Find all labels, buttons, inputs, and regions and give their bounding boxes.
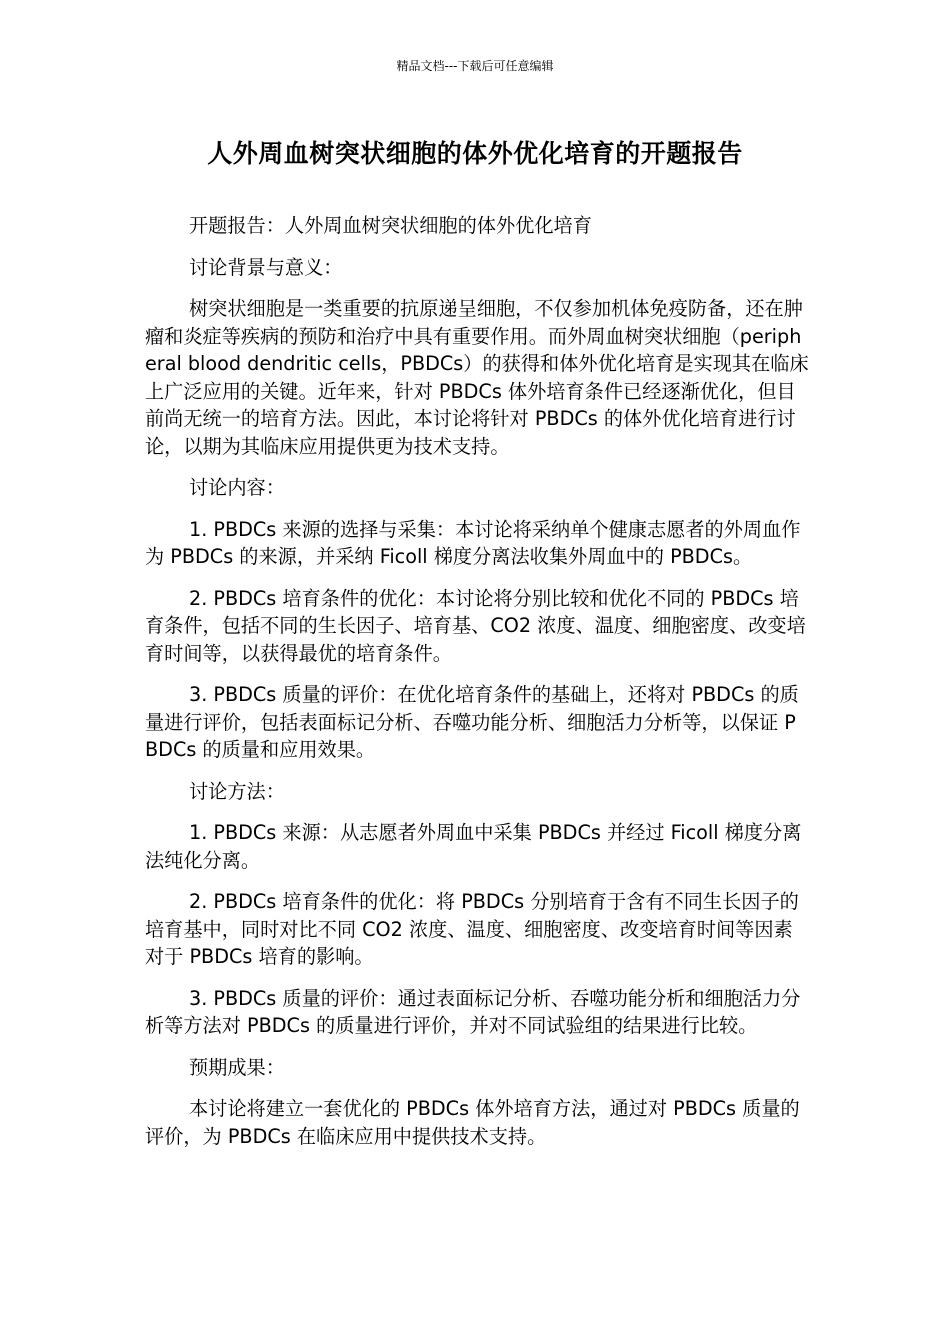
header-watermark: 精品文档---下载后可任意编辑 <box>396 59 554 73</box>
paragraph-background: 树突状细胞是一类重要的抗原递呈细胞，不仅参加机体免疫防备，还在肿瘤和炎症等疾病的预防和治疗中具有重要作用。而外周血树突状细胞（peripheral blood dendritic cells，PBDCs）的获得和体外优化培育是实现其在临床上广泛应用的关键。近年来，针对 PBDCs 体外培育条件已经逐渐优化，但目前尚无统一的培育方法。因此，本讨论将针对 PBDCs 的体外优化培育进行讨论，以期为其临床应用提供更为技术支持。 <box>145 297 809 458</box>
document-title: 人外周血树突状细胞的体外优化培育的开题报告 <box>207 139 743 168</box>
heading-methods: 讨论方法： <box>189 779 285 803</box>
paragraph-report-subject: 开题报告：人外周血树突状细胞的体外优化培育 <box>189 214 592 237</box>
document-body <box>145 212 809 1164</box>
paragraph-content-2: 2. PBDCs 培育条件的优化：本讨论将分别比较和优化不同的 PBDCs 培育条件，包括不同的生长因子、培育基、CO2 浓度、温度、细胞密度、改变培育时间等，以获得最优的培育条件。 <box>145 586 806 665</box>
heading-content: 讨论内容： <box>189 476 285 499</box>
paragraph-content-1: 1. PBDCs 来源的选择与采集：本讨论将采纳单个健康志愿者的外周血作为 PBDCs 的来源，并采纳 Ficoll 梯度分离法收集外周血中的 PBDCs。 <box>145 517 801 568</box>
paragraph-expected-results: 本讨论将建立一套优化的 PBDCs 体外培育方法，通过对 PBDCs 质量的评价，为 PBDCs 在临床应用中提供技术支持。 <box>145 1097 800 1148</box>
paragraph-content-3: 3. PBDCs 质量的评价：在优化培育条件的基础上，还将对 PBDCs 的质量进行评价，包括表面标记分析、吞噬功能分析、细胞活力分析等，以保证 PBDCs 的质量和应用效果。 <box>145 683 799 761</box>
paragraph-methods-1: 1. PBDCs 来源：从志愿者外周血中采集 PBDCs 并经过 Ficoll 梯度分离法纯化分离。 <box>145 821 802 872</box>
paragraph-methods-2: 2. PBDCs 培育条件的优化：将 PBDCs 分别培育于含有不同生长因子的培育基中，同时对比不同 CO2 浓度、温度、细胞密度、改变培育时间等因素对于 PBDCs 培育的影响。 <box>145 890 799 968</box>
heading-expected-results: 预期成果： <box>189 1055 285 1079</box>
heading-background: 讨论背景与意义： <box>189 255 343 279</box>
paragraph-methods-3: 3. PBDCs 质量的评价：通过表面标记分析、吞噬功能分析和细胞活力分析等方法对 PBDCs 的质量进行评价，并对不同试验组的结果进行比较。 <box>145 986 801 1037</box>
